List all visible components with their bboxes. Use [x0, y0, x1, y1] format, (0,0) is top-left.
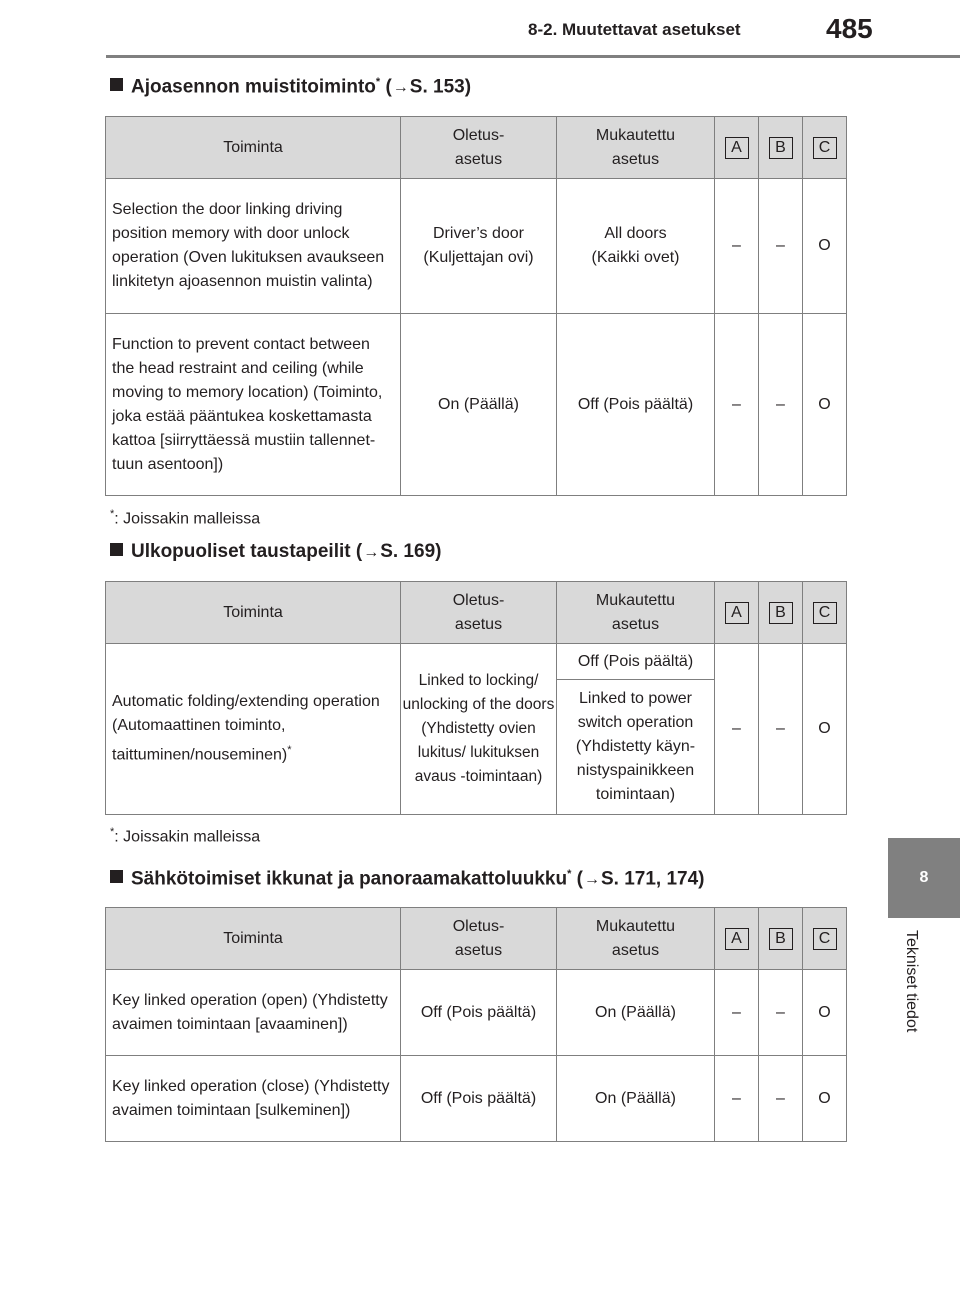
- default-cell: Off (Pois päältä): [401, 1056, 557, 1142]
- chapter-tab-label: Tekniset tiedot: [903, 930, 920, 1033]
- custom-cell: Linked to power switch operation (Yhdistetty käyn-nistyspainikkeen toimintaan): [557, 680, 715, 815]
- function-cell: Key linked operation (open) (Yhdistetty avaimen toimintaan [avaaminen]): [106, 970, 401, 1056]
- function-cell: Selection the door linking driving position memory with door unlock operation (Oven lukituksen avaukseen linkitetyn ajoasennon muistin valinta): [106, 179, 401, 314]
- col-default: Oletus- asetus: [401, 582, 557, 644]
- b-cell: –: [759, 644, 803, 815]
- default-cell: On (Päällä): [401, 314, 557, 496]
- c-cell: O: [803, 314, 847, 496]
- table-header-row: [106, 582, 847, 644]
- default-cell: Driver’s door (Kuljettajan ovi): [401, 179, 557, 314]
- page-header: [0, 0, 960, 62]
- a-cell: –: [715, 970, 759, 1056]
- col-custom: Mukautettu asetus: [557, 908, 715, 970]
- default-cell: Linked to locking/ unlocking of the doors (Yhdistetty ovien lukitus/ lukituksen avaus -toimintaan): [401, 644, 557, 815]
- header-rule: [106, 55, 960, 58]
- c-cell: O: [803, 1056, 847, 1142]
- section-heading-seat-memory: Ajoasennon muistitoiminto* (→S. 153): [110, 76, 471, 98]
- square-bullet-icon: [110, 543, 123, 556]
- function-cell: Key linked operation (close) (Yhdistetty avaimen toimintaan [sulkeminen]): [106, 1056, 401, 1142]
- custom-cell: Off (Pois päältä): [557, 644, 715, 680]
- table-row: [106, 644, 847, 680]
- col-custom: Mukautettu asetus: [557, 582, 715, 644]
- table-header-row: [106, 908, 847, 970]
- col-a: A: [715, 582, 759, 644]
- c-cell: O: [803, 644, 847, 815]
- page-number: 485: [826, 13, 873, 44]
- a-cell: –: [715, 1056, 759, 1142]
- a-cell: –: [715, 644, 759, 815]
- col-default: Oletus- asetus: [401, 117, 557, 179]
- square-bullet-icon: [110, 870, 123, 883]
- col-b: B: [759, 908, 803, 970]
- col-b: B: [759, 582, 803, 644]
- table-header-row: [106, 117, 847, 179]
- square-bullet-icon: [110, 78, 123, 91]
- col-c: C: [803, 117, 847, 179]
- page-ref[interactable]: S. 153: [409, 76, 465, 98]
- page-ref[interactable]: S. 171, 174: [600, 868, 699, 890]
- table-row: [106, 1056, 847, 1142]
- c-cell: O: [803, 179, 847, 314]
- b-cell: –: [759, 314, 803, 496]
- custom-cell: On (Päällä): [557, 1056, 715, 1142]
- col-function: Toiminta: [106, 582, 401, 644]
- col-function: Toiminta: [106, 117, 401, 179]
- settings-table-windows: [105, 907, 847, 1142]
- default-cell: Off (Pois päältä): [401, 970, 557, 1056]
- settings-table-seat-memory: [105, 116, 847, 496]
- col-b: B: [759, 117, 803, 179]
- section-heading-mirrors: Ulkopuoliset taustapeilit (→S. 169): [110, 541, 441, 563]
- custom-cell: Off (Pois päältä): [557, 314, 715, 496]
- settings-table-mirrors: [105, 581, 847, 815]
- arrow-icon: →: [363, 544, 380, 561]
- table-row: [106, 970, 847, 1056]
- col-c: C: [803, 582, 847, 644]
- col-custom: Mukautettu asetus: [557, 117, 715, 179]
- a-cell: –: [715, 179, 759, 314]
- arrow-icon: →: [392, 79, 409, 97]
- col-default: Oletus- asetus: [401, 908, 557, 970]
- b-cell: –: [759, 1056, 803, 1142]
- table-row: [106, 179, 847, 314]
- custom-cell: On (Päällä): [557, 970, 715, 1056]
- page-ref[interactable]: S. 169: [380, 541, 436, 562]
- table-row: [106, 314, 847, 496]
- col-a: A: [715, 117, 759, 179]
- a-cell: –: [715, 314, 759, 496]
- col-a: A: [715, 908, 759, 970]
- col-c: C: [803, 908, 847, 970]
- col-function: Toiminta: [106, 908, 401, 970]
- section-title: 8-2. Muutettavat asetukset: [528, 20, 741, 39]
- footnote: *: Joissakin malleissa: [110, 826, 261, 846]
- function-cell: Function to prevent contact between the head restraint and ceiling (while moving to memory location) (Toiminto, joka estää pääntukea koskettamasta kattoa [siirryttäessä mustiin tallennet-tuun asentoon]): [106, 314, 401, 496]
- b-cell: –: [759, 970, 803, 1056]
- custom-cell: All doors (Kaikki ovet): [557, 179, 715, 314]
- c-cell: O: [803, 970, 847, 1056]
- b-cell: –: [759, 179, 803, 314]
- footnote: *: Joissakin malleissa: [110, 508, 261, 528]
- function-cell: Automatic folding/extending operation (Automaattinen toiminto, taittuminen/nouseminen)*: [106, 644, 401, 815]
- arrow-icon: →: [583, 871, 600, 889]
- section-heading-windows: Sähkötoimiset ikkunat ja panoraamakattoluukku* (→S. 171, 174): [110, 868, 705, 890]
- chapter-tab: 8: [888, 838, 960, 918]
